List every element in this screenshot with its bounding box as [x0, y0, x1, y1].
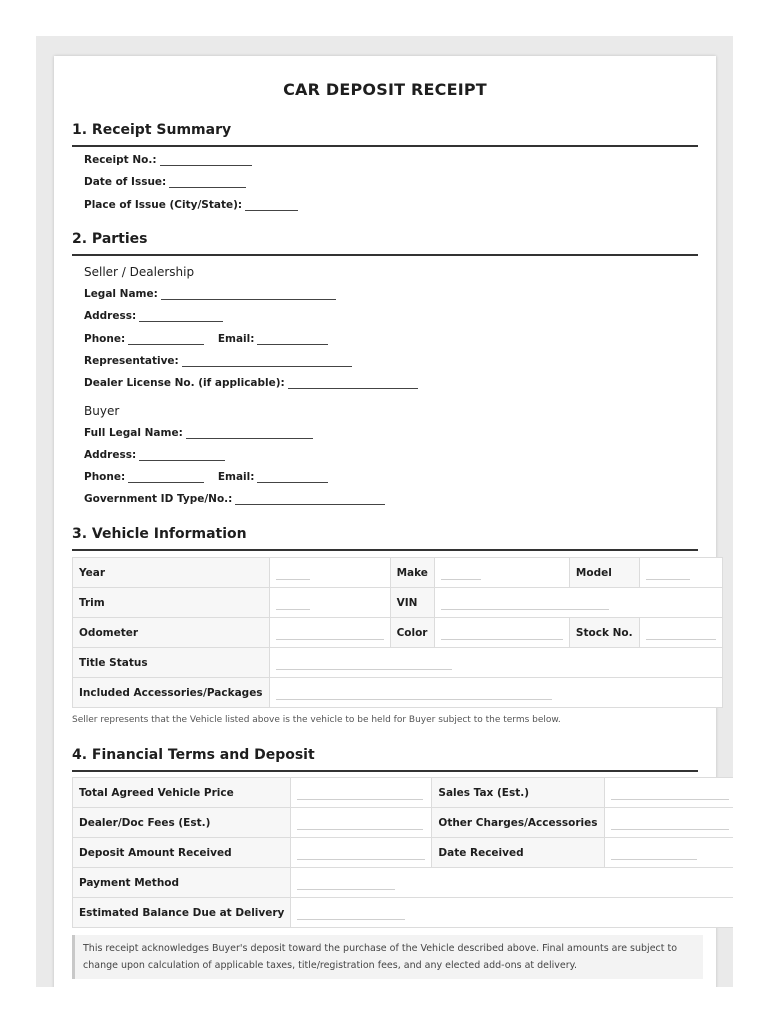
make-label: Make: [390, 558, 434, 588]
trim-cell[interactable]: [269, 588, 390, 618]
buyer-phone-field[interactable]: [128, 472, 204, 483]
balance-due-label: Estimated Balance Due at Delivery: [73, 898, 291, 928]
date-of-issue-label: Date of Issue:: [84, 176, 167, 188]
odometer-label: Odometer: [73, 618, 270, 648]
title-status-label: Title Status: [73, 648, 270, 678]
make-cell[interactable]: [434, 558, 569, 588]
payment-method-field[interactable]: [297, 881, 395, 890]
dealer-license-label: Dealer License No. (if applicable):: [84, 377, 285, 389]
seller-legal-name-label: Legal Name:: [84, 288, 158, 300]
buyer-subheading: Buyer: [84, 404, 120, 418]
trim-field[interactable]: [276, 601, 310, 610]
buyer-phone-label: Phone:: [84, 471, 126, 483]
other-charges-cell[interactable]: [604, 808, 733, 838]
total-price-label: Total Agreed Vehicle Price: [73, 778, 291, 808]
seller-email-field[interactable]: [257, 334, 328, 345]
table-row: [73, 618, 723, 648]
year-field[interactable]: [276, 571, 310, 580]
receipt-no-field[interactable]: [160, 155, 252, 166]
dealer-fees-field[interactable]: [297, 821, 423, 830]
buyer-email-field[interactable]: [257, 472, 328, 483]
sales-tax-cell[interactable]: [604, 778, 733, 808]
table-row: [73, 808, 734, 838]
vehicle-information-table: [72, 557, 723, 708]
document-title: CAR DEPOSIT RECEIPT: [283, 80, 487, 99]
vin-label: VIN: [390, 588, 434, 618]
year-cell[interactable]: [269, 558, 390, 588]
date-received-label: Date Received: [432, 838, 604, 868]
seller-address-label: Address:: [84, 310, 137, 322]
accessories-field[interactable]: [276, 691, 552, 700]
buyer-gov-id-row: [84, 493, 385, 505]
dealer-fees-label: Dealer/Doc Fees (Est.): [73, 808, 291, 838]
buyer-full-legal-name-field[interactable]: [186, 428, 313, 439]
table-row: [73, 648, 723, 678]
seller-phone-field[interactable]: [128, 334, 204, 345]
seller-representative-field[interactable]: [182, 356, 352, 367]
color-cell[interactable]: [434, 618, 569, 648]
place-of-issue-label: Place of Issue (City/State):: [84, 199, 243, 211]
section-heading-receipt-summary: 1. Receipt Summary: [72, 122, 698, 147]
stock-no-field[interactable]: [646, 631, 716, 640]
date-received-cell[interactable]: [604, 838, 733, 868]
table-row: [73, 838, 734, 868]
seller-address-field[interactable]: [139, 311, 223, 322]
document-page: [54, 56, 716, 987]
table-row: [73, 898, 734, 928]
vin-cell[interactable]: [434, 588, 722, 618]
deposit-amount-field[interactable]: [297, 851, 425, 860]
color-label: Color: [390, 618, 434, 648]
odometer-field[interactable]: [276, 631, 384, 640]
table-row: [73, 868, 734, 898]
deposit-amount-cell[interactable]: [291, 838, 432, 868]
stock-no-label: Stock No.: [569, 618, 639, 648]
buyer-address-label: Address:: [84, 449, 137, 461]
accessories-label: Included Accessories/Packages: [73, 678, 270, 708]
table-row: [73, 678, 723, 708]
color-field[interactable]: [441, 631, 563, 640]
date-of-issue-row: [84, 176, 246, 188]
seller-representative-label: Representative:: [84, 355, 179, 367]
receipt-no-label: Receipt No.:: [84, 154, 157, 166]
accessories-cell[interactable]: [269, 678, 722, 708]
seller-subheading: Seller / Dealership: [84, 265, 195, 279]
make-field[interactable]: [441, 571, 481, 580]
receipt-no-row: [84, 154, 252, 166]
place-of-issue-field[interactable]: [245, 200, 298, 211]
total-price-cell[interactable]: [291, 778, 432, 808]
place-of-issue-row: [84, 199, 298, 211]
buyer-phone-email-row: [84, 471, 328, 483]
buyer-address-row: [84, 449, 225, 461]
other-charges-field[interactable]: [611, 821, 729, 830]
seller-address-row: [84, 310, 223, 322]
vehicle-note: Seller represents that the Vehicle listed above is the vehicle to be held for Buyer subject to the terms below.: [72, 715, 561, 725]
dealer-fees-cell[interactable]: [291, 808, 432, 838]
dealer-license-row: [84, 377, 418, 389]
vin-field[interactable]: [441, 601, 609, 610]
odometer-cell[interactable]: [269, 618, 390, 648]
document-viewer[interactable]: [36, 36, 733, 987]
seller-legal-name-row: [84, 288, 336, 300]
buyer-gov-id-label: Government ID Type/No.:: [84, 493, 233, 505]
table-row: [73, 778, 734, 808]
total-price-field[interactable]: [297, 791, 423, 800]
other-charges-label: Other Charges/Accessories: [432, 808, 604, 838]
seller-representative-row: [84, 355, 352, 367]
balance-due-field[interactable]: [297, 911, 405, 920]
sales-tax-label: Sales Tax (Est.): [432, 778, 604, 808]
balance-due-cell[interactable]: [291, 898, 733, 928]
title-status-cell[interactable]: [269, 648, 722, 678]
seller-email-label: Email:: [217, 333, 255, 345]
table-row: [73, 588, 723, 618]
title-status-field[interactable]: [276, 661, 452, 670]
buyer-full-legal-name-row: [84, 427, 313, 439]
section-heading-financial-terms: 4. Financial Terms and Deposit: [72, 747, 698, 772]
date-received-field[interactable]: [611, 851, 697, 860]
buyer-gov-id-field[interactable]: [235, 494, 385, 505]
buyer-full-legal-name-label: Full Legal Name:: [84, 427, 183, 439]
sales-tax-field[interactable]: [611, 791, 729, 800]
dealer-license-field[interactable]: [288, 378, 418, 389]
payment-method-label: Payment Method: [73, 868, 291, 898]
date-of-issue-field[interactable]: [169, 177, 246, 188]
section-heading-vehicle-information: 3. Vehicle Information: [72, 526, 698, 551]
model-field[interactable]: [646, 571, 690, 580]
model-label: Model: [569, 558, 639, 588]
payment-method-cell[interactable]: [291, 868, 733, 898]
deposit-notice: This receipt acknowledges Buyer's deposit toward the purchase of the Vehicle described above. Final amounts are subject to change upon calculation of applicable taxes, title/registration fees, and any elected add-ons at delivery.: [72, 935, 703, 979]
stock-no-cell[interactable]: [639, 618, 722, 648]
financial-terms-table: [72, 777, 733, 928]
buyer-address-field[interactable]: [139, 450, 225, 461]
buyer-email-label: Email:: [217, 471, 255, 483]
seller-phone-label: Phone:: [84, 333, 126, 345]
section-heading-parties: 2. Parties: [72, 231, 698, 256]
table-row: [73, 558, 723, 588]
trim-label: Trim: [73, 588, 270, 618]
seller-phone-email-row: [84, 333, 328, 345]
seller-legal-name-field[interactable]: [161, 289, 336, 300]
model-cell[interactable]: [639, 558, 722, 588]
year-label: Year: [73, 558, 270, 588]
deposit-amount-label: Deposit Amount Received: [73, 838, 291, 868]
